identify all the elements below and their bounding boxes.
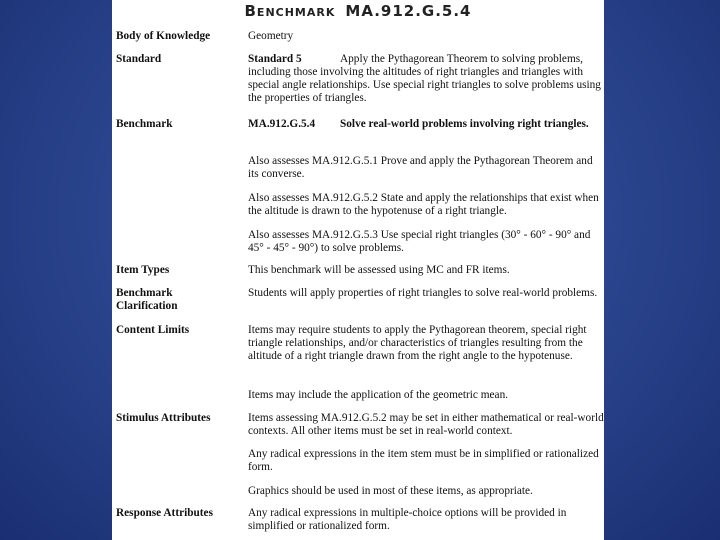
document-title bbox=[112, 2, 604, 20]
title-code: MA.912.G.5.4 bbox=[345, 2, 472, 20]
standard-text: Apply the Pythagorean Theorem to solving problems, including those involving the altitudes of right triangles and triangles with special angle relationships. Use special right triangles to solve problems using the properties of triangles. bbox=[248, 53, 601, 104]
row-value: Items may require students to apply the Pythagorean theorem, special right triangle relationships, and/or characteristics of triangles resulting from the altitude of a right triangle drawn from the right angle to the hypotenuse. bbox=[248, 324, 587, 362]
row-value: Any radical expressions in the item stem must be in simplified or rationalized form. bbox=[248, 448, 599, 473]
row-value: Items assessing MA.912.G.5.2 may be set in either mathematical or real-world contexts. All other items must be set in real-world context. bbox=[248, 412, 604, 437]
benchmark-text: Solve real-world problems involving right triangles. bbox=[340, 118, 589, 130]
standard-number: Standard 5 bbox=[248, 53, 302, 65]
row-label: Body of Knowledge bbox=[116, 30, 211, 42]
row-value: Geometry bbox=[248, 30, 294, 42]
row-label: Content Limits bbox=[116, 324, 190, 336]
row-label: Response Attributes bbox=[116, 507, 213, 519]
row-value: Also assesses MA.912.G.5.2 State and apply the relationships that exist when the altitude is drawn to the hypotenuse of a right triangle. bbox=[248, 192, 599, 217]
row-value: Items may include the application of the geometric mean. bbox=[248, 389, 509, 401]
benchmark-document-page bbox=[112, 0, 604, 540]
row-value bbox=[248, 53, 604, 105]
row-value: Also assesses MA.912.G.5.3 Use special right triangles (30° - 60° - 90° and 45° - 45° - 90°) to solve problems. bbox=[248, 229, 591, 254]
row-label: Standard bbox=[116, 53, 162, 65]
row-value: Students will apply properties of right triangles to solve real-world problems. bbox=[248, 287, 598, 299]
row-label: Benchmark Clarification bbox=[116, 287, 178, 312]
row-value: This benchmark will be assessed using MC and FR items. bbox=[248, 264, 510, 276]
row-value: Also assesses MA.912.G.5.1 Prove and apply the Pythagorean Theorem and its converse. bbox=[248, 155, 593, 180]
title-word: Benchmark bbox=[244, 2, 336, 20]
row-value bbox=[248, 118, 604, 131]
row-label: Stimulus Attributes bbox=[116, 412, 211, 424]
row-value: Graphics should be used in most of these items, as appropriate. bbox=[248, 485, 533, 497]
row-value: Any radical expressions in multiple-choice options will be provided in simplified or rationalized form. bbox=[248, 507, 567, 532]
row-label: Benchmark bbox=[116, 118, 173, 130]
benchmark-code: MA.912.G.5.4 bbox=[248, 118, 316, 130]
row-label: Item Types bbox=[116, 264, 170, 276]
